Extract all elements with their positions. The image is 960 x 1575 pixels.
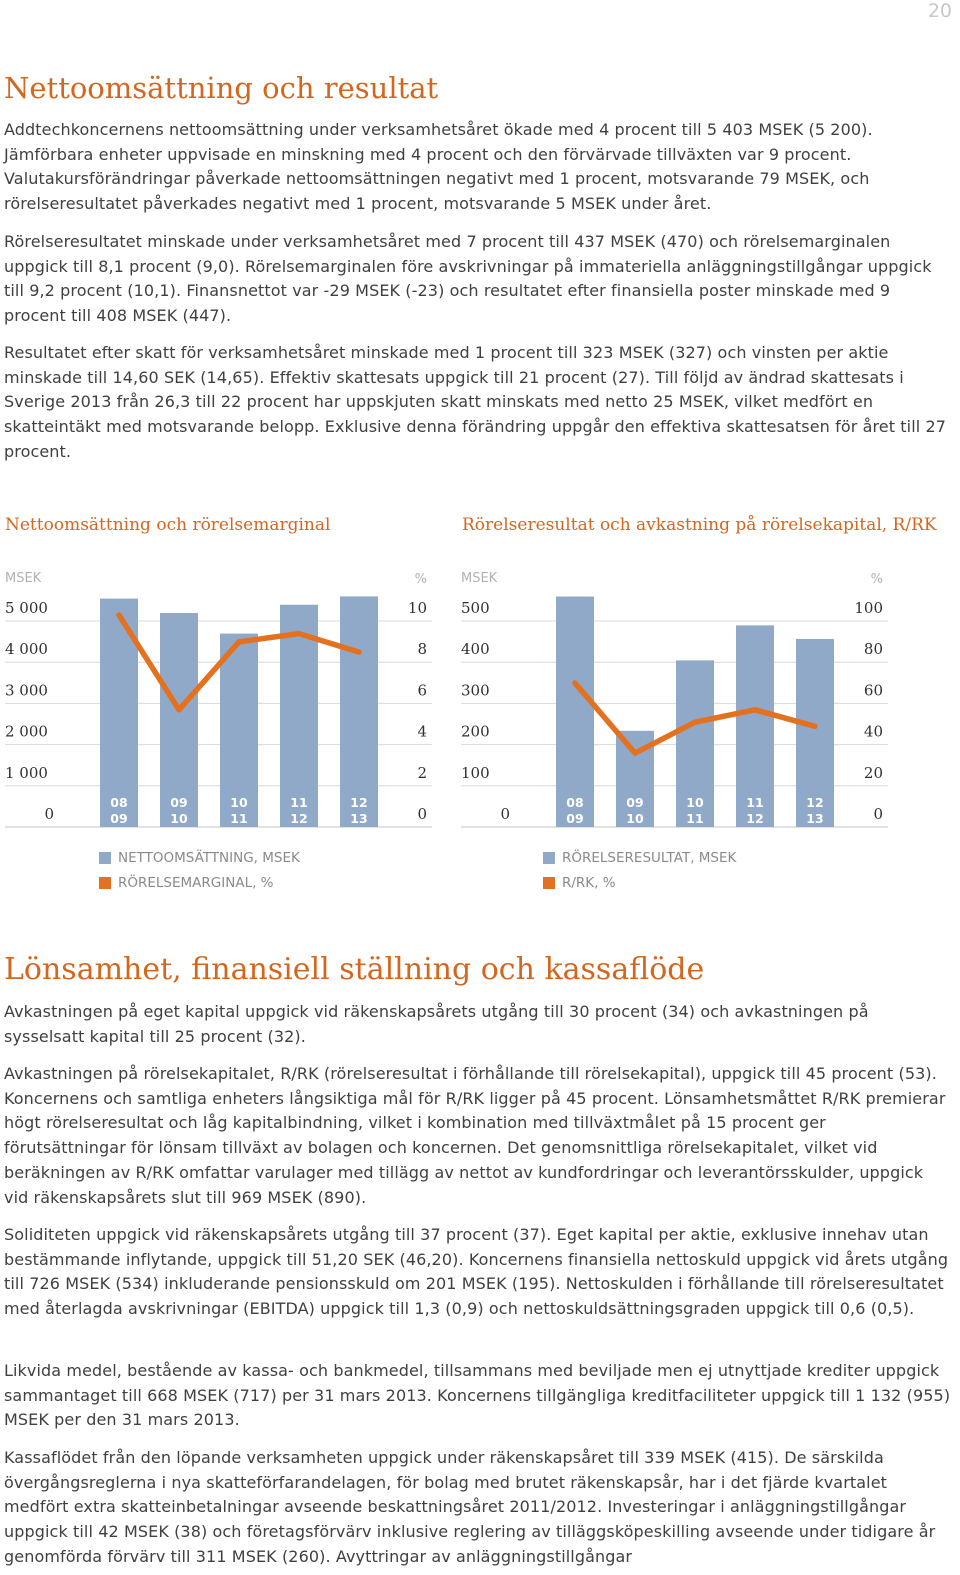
bar (556, 597, 594, 827)
y-left-tick-label: 4 000 (5, 640, 48, 659)
legend-label: NETTOOMSÄTTNING, MSEK (118, 849, 300, 866)
y-left-tick-label: 5 000 (5, 599, 48, 617)
paragraph-profit-after-tax: Resultatet efter skatt för verksamhetsåret minskade med 1 procent till 323 MSEK (327) och vinsten per aktie minskade till 14,60 SEK (14,65). Effektiv skattesats uppgick till 21 procent (27). Till följd av ändrad skattesats i Sverige 2013 från 26,3 till 22 procent har uppskjuten skatt minskats med netto 25 MSEK, vilket medfört en skatteintäkt med motsvarande belopp. Exklusive denna förändring uppgår den effektiva skattesatsen för året till 27 procent. (4, 343, 947, 461)
chart-legend-operating-profit (543, 845, 736, 895)
legend-item-line (543, 870, 736, 895)
x-category-label-bottom: 09 (110, 811, 128, 826)
paragraph-return-on-working-capital: Avkastningen på rörelsekapitalet, R/RK (rörelseresultat i förhållande till rörelsekapital), uppgick till 45 procent (53). Koncernens och samtliga enheters långsiktiga mål för R/RK ligger på 45 procent. Lönsamhetsmåttet R/RK premierar högt rörelseresultat och låg kapitalbindning, vilket i kombination med tillväxtmålet på 15 procent ger förutsättningar för lönsam tillväxt av bolagen och koncernen. Det genomsnittliga rörelsekapitalet, vilket vid beräkningen av R/RK omfattar varulager med tillägg av nettot av kundfordringar och leverantörsskulder, uppgick vid räkenskapsårets slut till 969 MSEK (890). (4, 1064, 946, 1207)
y-right-tick-label: 80 (863, 640, 883, 659)
x-category-label-top: 11 (746, 795, 764, 810)
y-left-tick-label: 300 (461, 681, 490, 700)
chart-legend-net-sales (99, 845, 300, 895)
axis-unit-right: % (414, 572, 427, 587)
legend-item-line (99, 870, 300, 895)
y-left-tick-label: 400 (461, 640, 490, 659)
page-number: 20 (927, 0, 952, 22)
y-left-tick-label: 500 (461, 599, 490, 617)
y-right-tick-label: 20 (863, 763, 883, 782)
x-category-label-top: 08 (110, 795, 128, 810)
y-right-tick-label: 100 (854, 599, 883, 617)
y-left-tick-label: 0 (44, 805, 54, 823)
legend-swatch-bar (543, 852, 555, 864)
y-right-tick-label: 0 (873, 805, 883, 823)
x-category-label-bottom: 11 (230, 811, 248, 826)
paragraph-liquidity: Likvida medel, bestående av kassa- och bankmedel, tillsammans med beviljade men ej utnyttjade krediter uppgick sammantaget till 668 MSEK (717) per 31 mars 2013. Koncernens tillgängliga kreditfaciliteter uppgick till 1 132 (955) MSEK per den 31 mars 2013. (4, 1361, 951, 1430)
axis-unit-left: MSEK (5, 571, 42, 586)
y-left-tick-label: 0 (500, 805, 510, 823)
y-right-tick-label: 10 (407, 599, 427, 617)
axis-unit-right: % (870, 572, 883, 587)
x-category-label-top: 09 (626, 795, 644, 810)
paragraph-net-sales: Addtechkoncernens nettoomsättning under verksamhetsåret ökade med 4 procent till 5 403 MSEK (5 200). Jämförbara enheter uppvisade en minskning med 4 procent och den förvärvade tillväxten var 9 procent. Valutakursförändringar påverkade nettoomsättningen negativt med 1 procent, motsvarande 79 MSEK, och rörelseresultatet påverkades negativt med 1 procent, motsvarande 5 MSEK under året. (4, 120, 873, 214)
y-right-tick-label: 6 (417, 681, 427, 700)
legend-swatch-bar (99, 852, 111, 864)
legend-item-bar (543, 845, 736, 870)
legend-label: RÖRELSEMARGINAL, % (118, 874, 274, 891)
y-left-tick-label: 100 (461, 763, 490, 782)
chart-title-operating-profit: Rörelseresultat och avkastning på rörelsekapital, R/RK (462, 515, 937, 535)
y-right-tick-label: 4 (417, 722, 427, 741)
section-title-profitability: Lönsamhet, finansiell ställning och kassaflöde (4, 952, 705, 987)
chart-net-sales-margin (0, 560, 440, 835)
axis-unit-left: MSEK (461, 571, 498, 586)
x-category-label-top: 10 (686, 795, 704, 810)
y-left-tick-label: 3 000 (5, 681, 48, 700)
x-category-label-top: 09 (170, 795, 188, 810)
x-category-label-bottom: 10 (626, 811, 644, 826)
y-left-tick-label: 1 000 (5, 763, 48, 782)
paragraph-equity-ratio: Soliditeten uppgick vid räkenskapsårets utgång till 37 procent (37). Eget kapital per aktie, exklusive innehav utan bestämmande inflytande, uppgick till 51,20 SEK (46,20). Koncernens finansiella nettoskuld uppgick vid årets utgång till 726 MSEK (534) inkluderande pensionsskuld om 201 MSEK (195). Nettoskulden i förhållande till rörelseresultatet med återlagda avskrivningar (EBITDA) uppgick till 1,3 (0,9) och nettoskuldsättningsgraden uppgick till 0,6 (0,5). (4, 1225, 949, 1319)
x-category-label-top: 12 (806, 795, 824, 810)
x-category-label-top: 12 (350, 795, 368, 810)
section-title-results: Nettoomsättning och resultat (4, 71, 439, 105)
legend-item-bar (99, 845, 300, 870)
paragraph-return-on-equity: Avkastningen på eget kapital uppgick vid räkenskapsårets utgång till 30 procent (34) och avkastningen på sysselsatt kapital till 25 procent (32). (4, 1002, 869, 1046)
y-right-tick-label: 40 (863, 722, 883, 741)
chart-title-net-sales: Nettoomsättning och rörelsemarginal (5, 515, 331, 535)
x-category-label-bottom: 12 (290, 811, 308, 826)
legend-swatch-line (543, 877, 555, 889)
y-left-tick-label: 200 (461, 722, 490, 741)
bar (340, 596, 378, 827)
legend-swatch-line (99, 877, 111, 889)
x-category-label-bottom: 13 (806, 811, 824, 826)
x-category-label-bottom: 12 (746, 811, 764, 826)
x-category-label-bottom: 09 (566, 811, 584, 826)
legend-label: R/RK, % (562, 874, 616, 891)
y-left-tick-label: 2 000 (5, 722, 48, 741)
legend-label: RÖRELSERESULTAT, MSEK (562, 849, 737, 866)
paragraph-cash-flow: Kassaflödet från den löpande verksamheten uppgick under räkenskapsåret till 339 MSEK (415). De särskilda övergångsreglerna i nya skatteförfarandelagen, för bolag med brutet räkenskapsår, har i det fjärde kvartalet medfört extra skatteinbetalningar avseende beskattningsåret 2011/2012. Investeringar i anläggningstillgångar uppgick till 42 MSEK (38) och företagsförvärv inklusive reglering av tilläggsköpeskilling avseende under tidigare år genomförda förvärv till 311 MSEK (260). Avyttringar av anläggningstillgångar (4, 1448, 936, 1566)
chart-operating-profit-rrk (456, 560, 896, 835)
y-right-tick-label: 60 (863, 681, 883, 700)
x-category-label-bottom: 10 (170, 811, 188, 826)
x-category-label-top: 11 (290, 795, 308, 810)
y-right-tick-label: 8 (417, 640, 427, 659)
x-category-label-bottom: 11 (686, 811, 704, 826)
x-category-label-top: 10 (230, 795, 248, 810)
y-right-tick-label: 2 (417, 763, 427, 782)
paragraph-operating-profit: Rörelseresultatet minskade under verksamhetsåret med 7 procent till 437 MSEK (470) och rörelsemarginalen uppgick till 8,1 procent (9,0). Rörelsemarginalen före avskrivningar på immateriella anläggningstillgångar uppgick till 9,2 procent (10,1). Finansnettot var -29 MSEK (-23) och resultatet efter finansiella poster minskade med 9 procent till 408 MSEK (447). (4, 232, 932, 326)
y-right-tick-label: 0 (417, 805, 427, 823)
x-category-label-bottom: 13 (350, 811, 368, 826)
x-category-label-top: 08 (566, 795, 584, 810)
